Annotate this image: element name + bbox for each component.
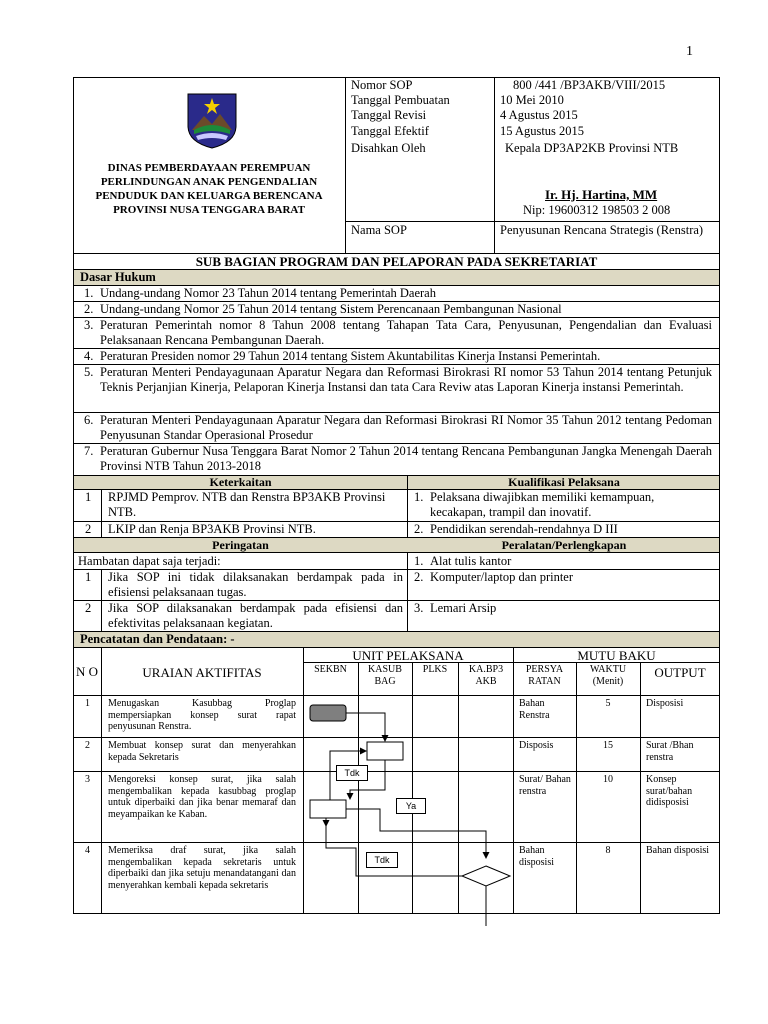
signer-name: Ir. Hj. Hartina, MM [545, 187, 658, 202]
proc-row-1-persyaratan: Bahan Renstra [519, 698, 550, 721]
proc-row-2-text: Membuat konsep surat dan menyerahkan kepada Sekretaris [108, 740, 296, 763]
proc-row-1-waktu: 5 [605, 698, 611, 709]
col-header-output: OUTPUT [654, 665, 706, 680]
proc-row-4-output: Bahan disposisi [646, 845, 710, 856]
kualifikasi-no-2: 2. [414, 522, 424, 536]
kualifikasi-no-1: 1. [414, 490, 424, 504]
col-header-unit-pelaksana: UNIT PELAKSANA [352, 648, 464, 663]
org-name-line-1: DINAS PEMBERDAYAAN PEREMPUAN [107, 162, 311, 174]
keterkaitan-item-2: LKIP dan Renja BP3AKB Provinsi NTB. [108, 522, 316, 536]
org-name-line-3: PENDUDUK DAN KELUARGA BERENCANA [95, 190, 323, 202]
peralatan-item-2: Komputer/laptop dan printer [430, 570, 574, 584]
proc-row-3-output: Konsep surat/bahan didisposisi [646, 774, 693, 808]
page-number: 1 [686, 44, 693, 59]
peralatan-item-3: Lemari Arsip [430, 601, 497, 615]
kualifikasi-item-1: Pelaksana diwajibkan memiliki kemampuan, kecakapan, trampil dan inovatif. [430, 490, 655, 519]
col-header-no: N O [75, 664, 99, 679]
proc-row-1-output: Disposisi [646, 698, 684, 709]
field-label-tanggal-pembuatan: Tanggal Pembuatan [351, 93, 450, 107]
peralatan-item-1: Alat tulis kantor [430, 554, 512, 568]
proc-row-1-text: Menugaskan Kasubbag Proglap mempersiapkan konsep surat rapat penyusunan Renstra. [108, 698, 296, 732]
proc-row-2-output: Surat /Bhan renstra [646, 740, 694, 763]
proc-row-2-persyaratan: Disposis [519, 740, 554, 751]
flow-kasubbag-process [367, 742, 403, 760]
dasar-hukum-item-7: Peraturan Gubernur Nusa Tenggara Barat Nomor 2 Tahun 2014 tentang Rencana Pembangunan Jangka Menengah Daerah Provinsi NTB Tahun 2013-2018 [100, 444, 712, 473]
col-header-kabp3akb: KA.BP3 AKB [468, 664, 504, 687]
keterkaitan-no-1: 1 [85, 490, 92, 504]
dasar-hukum-item-5: Peraturan Menteri Pendayagunaan Aparatur Negara dan Reformasi Birokrasi RI nomor 53 Tahun 2014 tentang Petunjuk Teknis Perjanjian Kinerja, Pelaporan Kinerja Instansi dan tata Cara Reviw atas Laporan Kinerja instansi Pemerintah. [100, 365, 712, 394]
pencatatan-heading: Pencatatan dan Pendataan: - [80, 632, 235, 646]
field-label-nomor-sop: Nomor SOP [351, 78, 413, 92]
proc-row-4-waktu: 8 [605, 845, 611, 856]
proc-row-1-no: 1 [85, 698, 90, 709]
flow-start-terminator [310, 705, 346, 721]
dasar-hukum-item-6: Peraturan Menteri Pendayagunaan Aparatur Negara dan Reformasi Birokrasi RI Nomor 35 Tahun 2012 tentang Pedoman Penyusunan Standar Operasional Prosedur [100, 413, 712, 442]
proc-row-4-no: 4 [85, 845, 90, 856]
peralatan-no-2: 2. [414, 570, 424, 584]
field-label-tanggal-efektif: Tanggal Efektif [351, 124, 429, 138]
field-label-tanggal-revisi: Tanggal Revisi [351, 108, 427, 122]
col-header-plks: PLKS [422, 664, 448, 675]
proc-row-4-text: Memeriksa draf surat, jika salah mengembalikan kepada sekretaris untuk diperbaiki dan jika setuju menandatangani dan menyerahkan kembali kepada sekretaris [108, 845, 296, 891]
field-value-nomor-sop: 800 /441 /BP3AKB/VIII/2015 [513, 78, 666, 92]
field-value-disahkan-oleh: Kepala DP3AP2KB Provinsi NTB [505, 141, 679, 155]
proc-row-3-no: 3 [85, 774, 90, 785]
kualifikasi-heading: Kualifikasi Pelaksana [508, 475, 620, 489]
flow-label-ya: Ya [396, 798, 426, 814]
org-name-line-2: PERLINDUNGAN ANAK PENGENDALIAN [100, 176, 318, 188]
nama-sop-label: Nama SOP [351, 223, 407, 237]
flow-label-tdk-1: Tdk [336, 765, 368, 781]
proc-row-2-waktu: 15 [603, 740, 613, 751]
field-value-tanggal-revisi: 4 Agustus 2015 [500, 108, 578, 122]
peringatan-no-2: 2 [85, 601, 92, 615]
dasar-hukum-heading: Dasar Hukum [80, 270, 156, 284]
col-header-waktu: WAKTU (Menit) [589, 664, 627, 687]
signer-nip: Nip: 19600312 198503 2 008 [523, 203, 671, 217]
dasar-hukum-item-4: Peraturan Presiden nomor 29 Tahun 2014 tentang Sistem Akuntabilitas Kinerja Instansi Pemerintah. [100, 349, 601, 363]
peralatan-heading: Peralatan/Perlengkapan [501, 538, 627, 552]
flow-kaban-decision [462, 866, 510, 886]
peringatan-heading: Peringatan [212, 538, 269, 552]
col-header-sekbn: SEKBN [314, 664, 347, 675]
peringatan-item-2: Jika SOP dilaksanakan berdampak pada efisiensi dan efektivitas pelaksanaan kegiatan. [108, 601, 403, 630]
col-header-uraian: URAIAN AKTIFITAS [142, 665, 262, 680]
dasar-hukum-item-2: Undang-undang Nomor 25 Tahun 2014 tentang Sistem Perencanaan Pembangunan Nasional [100, 302, 562, 316]
peringatan-item-1: Jika SOP ini tidak dilaksanakan berdampak pada in efisiensi pelaksanaan tugas. [108, 570, 403, 599]
proc-row-2-no: 2 [85, 740, 90, 751]
proc-row-3-text: Mengoreksi konsep surat, jika salah mengembalikan kepada kasubbag proglap untuk diperbaiki dan jika benar memaraf dan meyampaikan ke Kaban. [108, 774, 296, 820]
peralatan-no-3: 3. [414, 601, 424, 615]
nama-sop-value: Penyusunan Rencana Strategis (Renstra) [500, 223, 704, 237]
proc-row-4-persyaratan: Bahan disposisi [519, 845, 555, 868]
keterkaitan-no-2: 2 [85, 522, 92, 536]
peralatan-no-1: 1. [414, 554, 424, 568]
field-label-disahkan-oleh: Disahkan Oleh [351, 141, 426, 155]
col-header-persyaratan: PERSYA RATAN [525, 664, 564, 687]
field-value-tanggal-pembuatan: 10 Mei 2010 [500, 93, 564, 107]
field-value-tanggal-efektif: 15 Agustus 2015 [500, 124, 585, 138]
dasar-hukum-item-1: Undang-undang Nomor 23 Tahun 2014 tentang Pemerintah Daerah [100, 286, 436, 300]
keterkaitan-heading: Keterkaitan [209, 475, 272, 489]
peringatan-no-1: 1 [85, 570, 92, 584]
section-title: SUB BAGIAN PROGRAM DAN PELAPORAN PADA SEKRETARIAT [195, 254, 598, 269]
flow-sekbn-decision [310, 800, 346, 818]
flow-label-tdk-2: Tdk [366, 852, 398, 868]
proc-row-3-persyaratan: Surat/ Bahan renstra [519, 774, 571, 797]
col-header-mutu-baku: MUTU BAKU [577, 648, 656, 663]
keterkaitan-item-1: RPJMD Pemprov. NTB dan Renstra BP3AKB Provinsi NTB. [108, 490, 386, 519]
dasar-hukum-item-3: Peraturan Pemerintah nomor 8 Tahun 2008 tentang Tahapan Tata Cara, Penyusunan, Pengendalian dan Evaluasi Pelaksanaan Rencana Pembangunan Daerah. [100, 318, 712, 347]
peringatan-intro: Hambatan dapat saja terjadi: [78, 554, 221, 568]
kualifikasi-item-2: Pendidikan serendah-rendahnya D III [430, 522, 618, 536]
col-header-kasubbag: KASUB BAG [368, 664, 402, 687]
org-name-line-4: PROVINSI NUSA TENGGARA BARAT [113, 204, 305, 216]
proc-row-3-waktu: 10 [603, 774, 613, 785]
